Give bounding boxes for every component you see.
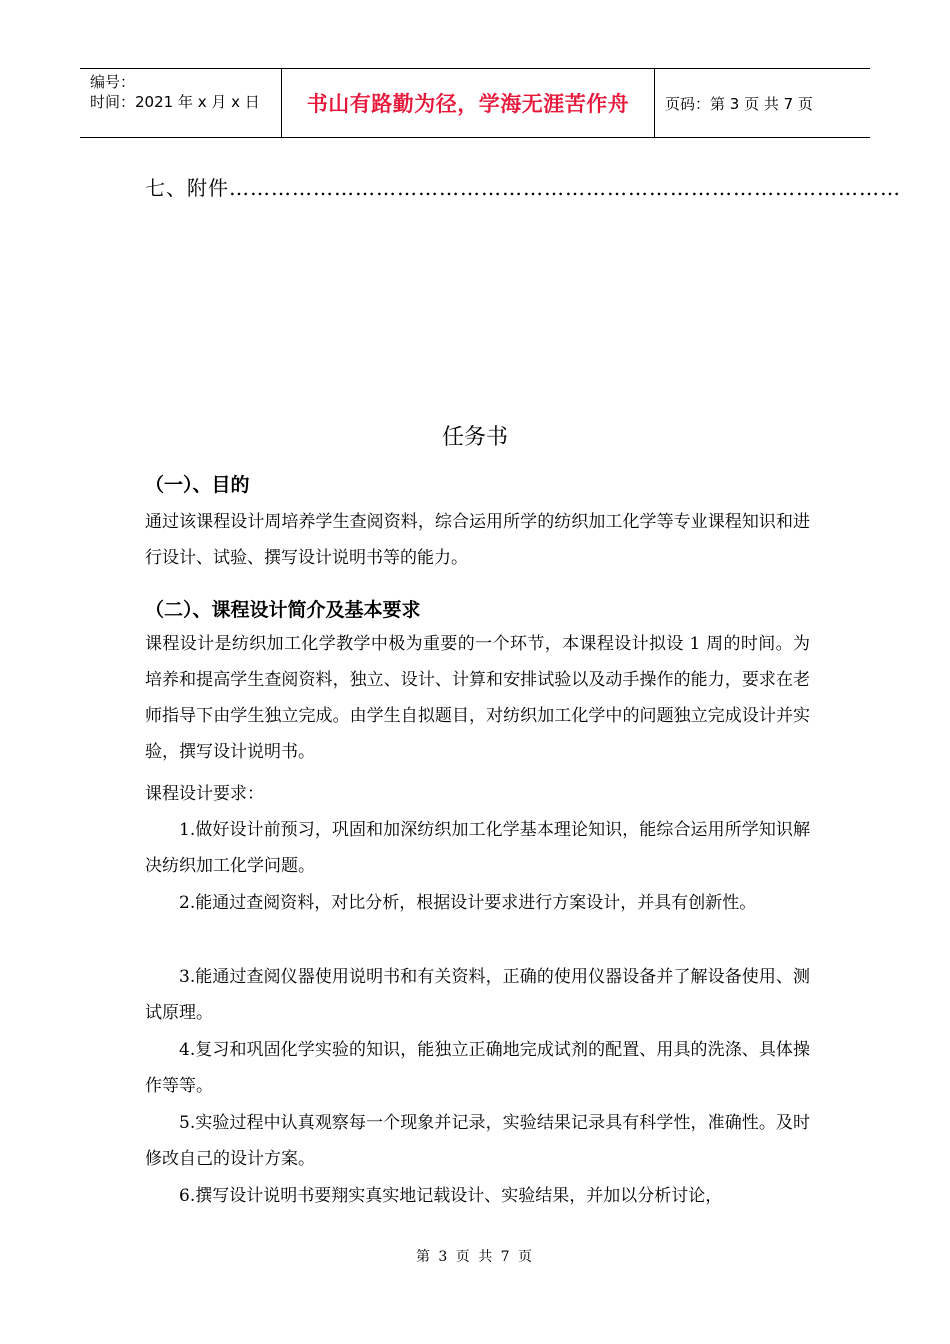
requirement-item: 6.撰写设计说明书要翔实真实地记载设计、实验结果，并加以分析讨论， <box>179 1186 723 1206</box>
page-footer: 第 3 页 共 7 页 <box>415 1249 535 1265</box>
annex-heading: 七、附件…………………………………………………………………………………… <box>145 176 901 200</box>
intro-paragraph: 课程设计是纺织加工化学教学中极为重要的一个环节，本课程设计拟设 1 周的时间。为培养和提高学生查阅资料，独立、设计、计算和安排试验以及动手操作的能力，要求在老师指导下由学生独立完成。由学生自拟题目，对纺织加工化学中的问题独立完成设计并实验，撰写设计说明书。 <box>145 634 810 762</box>
header-page-info: 页码：第 3 页 共 7 页 <box>665 94 813 113</box>
time-label: 时间：2021 年 x 月 x 日 <box>90 93 260 111</box>
requirements-label: 课程设计要求： <box>145 784 264 804</box>
purpose-paragraph: 通过该课程设计周培养学生查阅资料，综合运用所学的纺织加工化学等专业课程知识和进行设计、试验、撰写设计说明书等的能力。 <box>145 512 810 568</box>
section-heading-requirements: （二）、课程设计简介及基本要求 <box>145 599 421 621</box>
requirement-item: 3.能通过查阅仪器使用说明书和有关资料，正确的使用仪器设备并了解设备使用、测试原理。 <box>145 967 810 1023</box>
requirement-item: 1.做好设计前预习，巩固和加深纺织加工化学基本理论知识，能综合运用所学知识解决纺织加工化学问题。 <box>145 820 810 876</box>
requirement-item: 4.复习和巩固化学实验的知识，能独立正确地完成试剂的配置、用具的洗涤、具体操作等等。 <box>145 1040 810 1096</box>
header-meta <box>80 69 282 137</box>
number-label: 编号： <box>90 73 136 91</box>
requirement-item: 5.实验过程中认真观察每一个现象并记录，实验结果记录具有科学性，准确性。及时修改自己的设计方案。 <box>145 1113 810 1169</box>
section-heading-purpose: （一）、目的 <box>145 474 250 496</box>
page-header <box>80 68 870 138</box>
header-motto: 书山有路勤为径，学海无涯苦作舟 <box>282 69 655 137</box>
requirement-item: 2.能通过查阅资料，对比分析，根据设计要求进行方案设计，并具有创新性。 <box>179 893 757 913</box>
document-title: 任务书 <box>441 425 508 450</box>
